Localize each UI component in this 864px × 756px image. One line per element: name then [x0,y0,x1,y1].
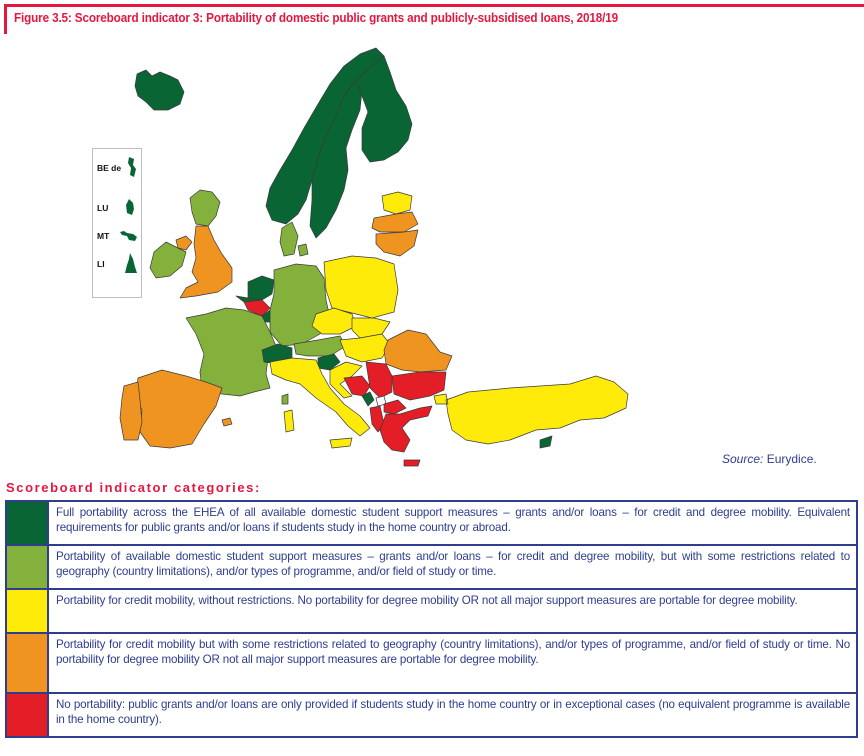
swatch-dark-green [7,502,49,544]
country-romania [384,330,452,372]
legend-text-yellow: Portability for credit mobility, without restrictions. No portability for degree mobility OR not all major support measures are portable for degree mobility. [56,594,798,607]
swatch-yellow [7,590,49,632]
country-turkey [434,376,628,444]
country-uk-england-wales [180,226,232,298]
inset-shape-mt [119,229,139,243]
legend-row-dark-green [7,502,856,544]
figure-title: Figure 3.5: Scoreboard indicator 3: Portability of domestic public grants and publicly-subsidised loans, 2018/19 [14,11,618,25]
inset-label-li: LI [97,259,105,269]
legend-row-red [7,692,856,736]
legend-row-yellow [7,588,856,632]
country-hungary [340,334,390,362]
country-netherlands [248,276,274,300]
country-greece [380,406,432,466]
country-estonia [382,192,412,214]
inset-box [92,148,142,298]
inset-shape-li [123,251,139,277]
inset-label-mt: MT [97,231,110,241]
swatch-light-green [7,546,49,588]
inset-shape-lu [124,197,136,219]
country-lithuania [376,230,418,256]
inset-shape-be-de [126,155,138,181]
country-balearic [222,418,232,426]
country-north-macedonia [384,400,406,414]
country-portugal [120,382,142,440]
inset-label-lu: LU [97,203,109,213]
source-label: Source: [722,452,764,466]
inset-label-be-de: BE de [97,163,122,173]
legend-title: Scoreboard indicator categories: [6,480,261,495]
country-latvia [372,212,418,232]
country-uk-scotland [190,190,220,226]
legend-text-red: No portability: public grants and/or loans are only provided if students study in the home country or in exceptional cases (no equivalent programme is available in the home country). [56,698,850,726]
legend-row-orange [7,632,856,692]
legend-text-light-green: Portability of available domestic student support measures – grants and/or loans – for credit and degree mobility, but with some restrictions related to geography (country limitations), and/or types of programme, and/or field of study or time. [56,550,850,578]
legend-text-orange: Portability for credit mobility but with some restrictions related to geography (country limitations), and/or types of programme, and/or field of study or time. No portability for degree mobility OR not all major support measures are portable for degree mobility. [56,638,850,666]
country-denmark [280,222,308,256]
legend-table [5,500,858,738]
country-cyprus [540,436,552,448]
legend-row-light-green [7,544,856,588]
country-slovakia [352,318,390,338]
swatch-orange [7,634,49,692]
country-iceland [135,70,184,110]
source-note [722,452,817,466]
country-germany [270,264,330,346]
source-value: Eurydice. [763,452,817,466]
swatch-red [7,694,49,736]
legend-text-dark-green: Full portability across the EHEA of all available domestic student support measures – grants and/or loans – for credit and degree mobility. Equivalent requirements for public grants and/or loans if students study in the home country or abroad. [56,506,850,534]
country-corsica [282,394,288,404]
